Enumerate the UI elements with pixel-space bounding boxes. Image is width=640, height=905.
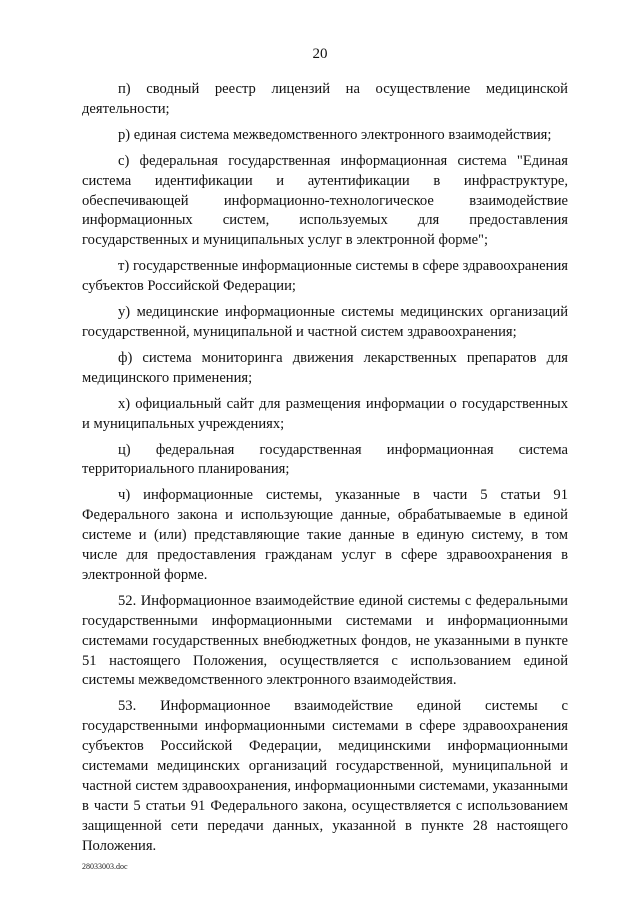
section-53: 53. Информационное взаимодействие единой системы с государственными информационными системами в сфере здравоохранения субъектов Российской Федерации, медицинскими информационными системами медицинских организаций государственной, муниципальной и частной систем здравоохранения, информационными системами, указанными в части 5 статьи 91 Федерального закона, осуществляется с использованием защищенной сети передачи данных, указанной в пункте 28 настоящего Положения. xyxy=(82,698,568,854)
list-item-t: т) государственные информационные системы в сфере здравоохранения субъектов Российской Федерации; xyxy=(82,258,568,295)
page-number: 20 xyxy=(312,46,328,62)
list-item-s: с) федеральная государственная информационная система "Единая система идентификации и аутентификации в инфраструктуре, обеспечивающей информационно-технологическое взаимодействие информационных систем, используемых для предоставления государственных и муниципальных услуг в электронной форме"; xyxy=(82,152,568,249)
document-body xyxy=(82,80,568,857)
list-item-ch: ч) информационные системы, указанные в части 5 статьи 91 Федерального закона и использующие данные, обрабатываемые в единой системе и (или) представляющие такие данные в единую систему, в том числе для предоставления гражданам услуг в сфере здравоохранения в электронной форме. xyxy=(82,487,568,583)
list-item-f: ф) система мониторинга движения лекарственных препаратов для медицинского применения; xyxy=(82,349,568,386)
section-52: 52. Информационное взаимодействие единой системы с федеральными государственными информационными системами и информационными системами государственных внебюджетных фондов, не указанными в пункте 51 настоящего Положения, осуществляется с использованием единой системы межведомственного электронного взаимодействия. xyxy=(82,592,568,689)
list-item-ts: ц) федеральная государственная информационная система территориального планирования; xyxy=(82,441,568,478)
list-item-kh: х) официальный сайт для размещения информации о государственных и муниципальных учреждениях; xyxy=(82,395,568,432)
list-item-u: у) медицинские информационные системы медицинских организаций государственной, муниципальной и частной систем здравоохранения; xyxy=(82,304,568,340)
list-item-r: р) единая система межведомственного электронного взаимодействия; xyxy=(118,126,552,143)
file-name-footer: 28033003.doc xyxy=(82,862,128,871)
list-item-p: п) сводный реестр лицензий на осуществление медицинской деятельности; xyxy=(82,81,568,117)
